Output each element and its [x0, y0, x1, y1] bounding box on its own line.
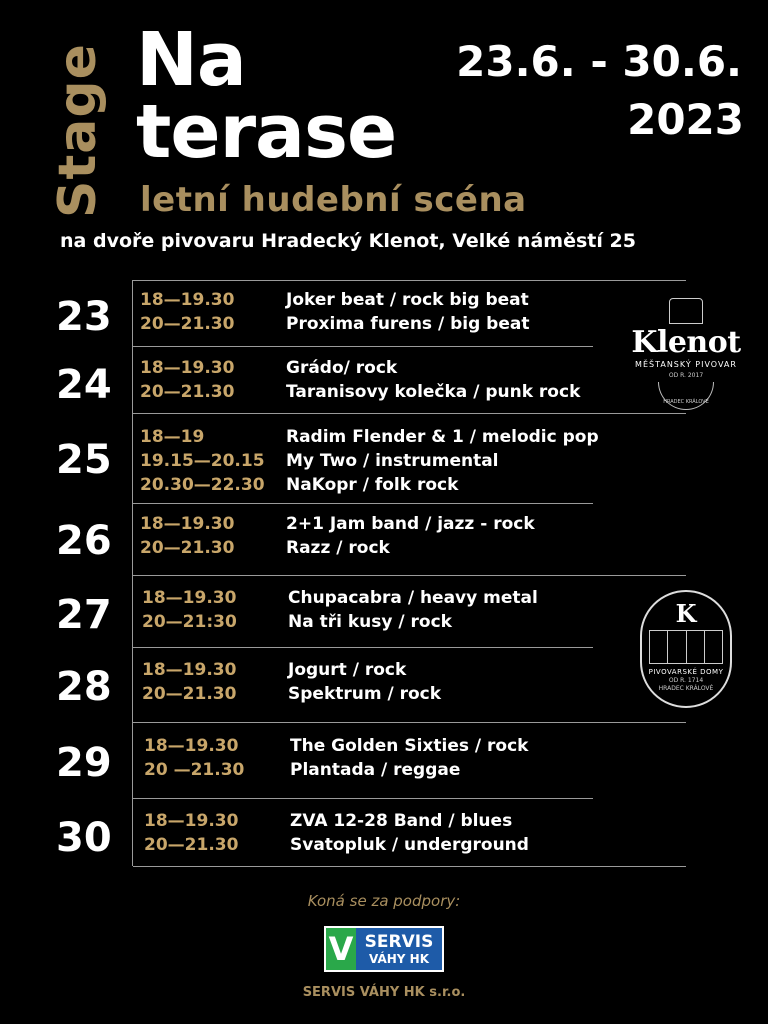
- vertical-divider: [132, 722, 133, 798]
- divider: [133, 575, 686, 576]
- slot-act: My Two / instrumental: [286, 451, 499, 471]
- slot-time: 18—19.30: [140, 358, 235, 378]
- slot-time: 18—19.30: [142, 660, 237, 680]
- slot-time: 20—21.30: [142, 684, 237, 704]
- slot-act: Joker beat / rock big beat: [286, 290, 529, 310]
- slot-act: 2+1 Jam band / jazz - rock: [286, 514, 535, 534]
- slot-act: Grádo/ rock: [286, 358, 398, 378]
- klenot-est: OD R. 2017: [668, 372, 704, 379]
- vertical-divider: [132, 280, 133, 346]
- divider: [133, 798, 593, 799]
- vertical-divider: [132, 503, 133, 575]
- vertical-divider: [132, 575, 133, 647]
- slot-time: 18—19.30: [144, 736, 239, 756]
- company-name: SERVIS VÁHY HK s.r.o.: [302, 985, 466, 1000]
- pd-est: OD R. 1714: [668, 677, 704, 684]
- slot-time: 20—21.30: [140, 382, 235, 402]
- divider: [133, 413, 686, 414]
- vertical-divider: [132, 798, 133, 866]
- vertical-divider: [132, 413, 133, 503]
- slot-time: 20—21:30: [142, 612, 237, 632]
- slot-time: 18—19.30: [140, 514, 235, 534]
- divider: [133, 722, 686, 723]
- servis-logo: [324, 926, 444, 972]
- day-number: 26: [56, 518, 112, 564]
- slot-act: The Golden Sixties / rock: [290, 736, 529, 756]
- servis-text: [356, 932, 442, 966]
- klenot-city: HRADEC KRÁLOVÉ: [663, 399, 709, 405]
- servis-v-icon: V: [326, 928, 356, 970]
- stage-vertical-title: Stage: [48, 43, 108, 218]
- pd-city: HRADEC KRÁLOVÉ: [658, 685, 714, 692]
- slot-time: 19.15—20.15: [140, 451, 265, 471]
- slot-act: Chupacabra / heavy metal: [288, 588, 538, 608]
- divider: [133, 280, 686, 281]
- slot-time: 18—19.30: [144, 811, 239, 831]
- slot-time: 18—19: [140, 427, 205, 447]
- slot-time: 18—19.30: [142, 588, 237, 608]
- vertical-divider: [132, 647, 133, 722]
- slot-act: Plantada / reggae: [290, 760, 461, 780]
- slot-act: Taranisovy kolečka / punk rock: [286, 382, 581, 402]
- pd-letter: K: [675, 599, 697, 628]
- year: 2023: [627, 95, 744, 144]
- slot-time: 20—21.30: [140, 538, 235, 558]
- pivovarske-domy-logo: [640, 590, 732, 708]
- slot-time: 20—21.30: [140, 314, 235, 334]
- divider: [133, 346, 593, 347]
- day-number: 25: [56, 437, 112, 483]
- day-number: 23: [56, 294, 112, 340]
- slot-act: NaKopr / folk rock: [286, 475, 459, 495]
- divider: [133, 503, 593, 504]
- crest-icon: [669, 298, 703, 324]
- building-icon: [649, 630, 723, 664]
- slot-act: Radim Flender & 1 / melodic pop: [286, 427, 599, 447]
- support-text: Koná se za podpory:: [307, 892, 461, 910]
- slot-act: Na tři kusy / rock: [288, 612, 452, 632]
- slot-time: 20 —21.30: [144, 760, 245, 780]
- slot-time: 18—19.30: [140, 290, 235, 310]
- slot-act: Proxima furens / big beat: [286, 314, 530, 334]
- day-number: 28: [56, 664, 112, 710]
- divider: [133, 866, 686, 867]
- divider: [133, 647, 593, 648]
- day-number: 27: [56, 592, 112, 638]
- pd-label: PIVOVARSKÉ DOMY: [648, 668, 724, 676]
- klenot-logo: [622, 298, 750, 410]
- subtitle: letní hudební scéna: [140, 180, 527, 220]
- title-line-1: Na: [136, 17, 246, 103]
- klenot-name: Klenot: [631, 325, 741, 360]
- date-range: 23.6. - 30.6.: [456, 37, 742, 86]
- slot-act: Spektrum / rock: [288, 684, 442, 704]
- slot-time: 20—21.30: [144, 835, 239, 855]
- slot-time: 20.30—22.30: [140, 475, 265, 495]
- servis-line-1: SERVIS: [364, 932, 434, 952]
- klenot-tagline: MĚŠTANSKÝ PIVOVAR: [635, 360, 737, 369]
- day-number: 30: [56, 815, 112, 861]
- vertical-divider: [132, 346, 133, 413]
- title-line-2: terase: [136, 89, 397, 175]
- slot-act: Svatopluk / underground: [290, 835, 529, 855]
- slot-act: Jogurt / rock: [288, 660, 407, 680]
- klenot-arc: [658, 382, 714, 410]
- servis-line-2: VÁHY HK: [368, 952, 429, 966]
- day-number: 24: [56, 362, 112, 408]
- slot-act: ZVA 12-28 Band / blues: [290, 811, 513, 831]
- day-number: 29: [56, 740, 112, 786]
- venue-text: na dvoře pivovaru Hradecký Klenot, Velké náměstí 25: [60, 230, 636, 252]
- slot-act: Razz / rock: [286, 538, 390, 558]
